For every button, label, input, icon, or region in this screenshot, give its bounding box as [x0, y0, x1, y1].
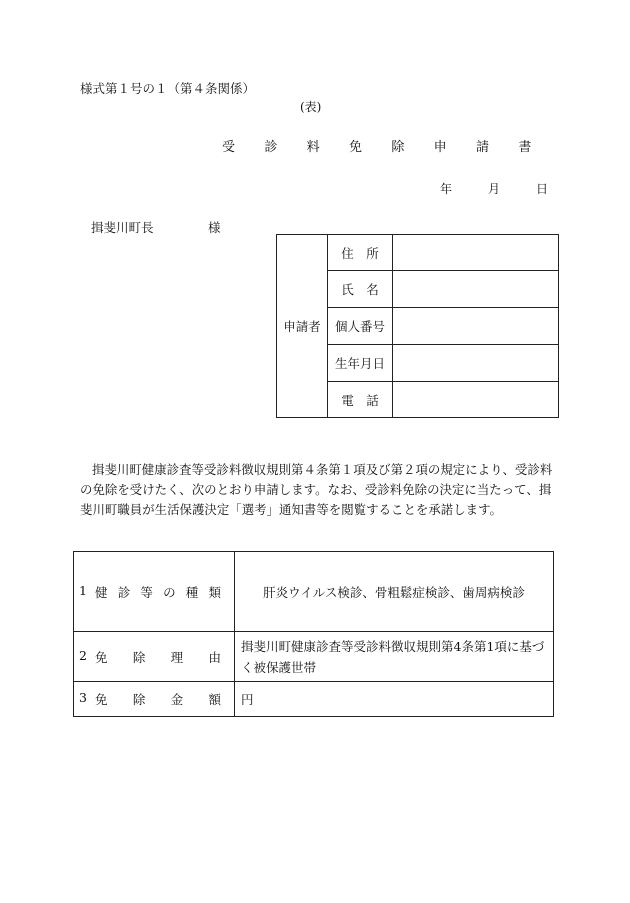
name-label: 氏 名: [328, 271, 393, 308]
date-line: [440, 180, 548, 197]
document-title: 受 診 料 免 除 申 請 書: [222, 140, 544, 155]
item-label: 健 診 等 の 種 類: [95, 584, 221, 600]
item-label: 免 除 金 額: [95, 692, 221, 707]
name-field[interactable]: [393, 271, 559, 308]
item-number: 2: [79, 647, 87, 663]
address-label: 住 所: [328, 235, 393, 271]
form-number: 様式第１号の１（第４条関係）: [80, 81, 256, 96]
date-month: 月: [488, 182, 501, 196]
statement-text: 揖斐川町健康診査等受診料徴収規則第４条第１項及び第２項の規定により、受診料の免除を受けたく、次のとおり申請します。なお、受診料免除の決定に当たって、揖斐川町職員が生活保護決定「選考」通知書等を閲覧することを承諾します。: [80, 462, 553, 517]
address-field[interactable]: [393, 235, 559, 271]
item-number: 3: [79, 690, 87, 705]
item-label: 免 除 理 由: [95, 649, 221, 665]
personal-number-field[interactable]: [393, 308, 559, 345]
date-year: 年: [440, 182, 453, 196]
applicant-row-address: [277, 235, 559, 271]
side-label: (表): [300, 100, 322, 114]
item-row-type: [74, 552, 554, 632]
birthdate-field[interactable]: [393, 345, 559, 382]
addressee-honorific: 様: [208, 220, 221, 235]
phone-field[interactable]: [393, 382, 559, 418]
items-table: [73, 551, 554, 717]
checkup-type-field[interactable]: 肝炎ウイルス検診、骨粗鬆症検診、歯周病検診: [235, 552, 554, 632]
item-label-cell: [74, 552, 235, 632]
applicant-table: [276, 234, 559, 418]
item-row-reason: [74, 632, 554, 682]
personal-number-label: 個人番号: [328, 308, 393, 345]
date-day: 日: [536, 182, 549, 196]
exemption-reason-field[interactable]: 揖斐川町健康診査等受診料徴収規則第4条第1項に基づく被保護世帯: [235, 632, 554, 682]
applicant-header: 申請者: [277, 235, 328, 418]
addressee-name: 揖斐川町長: [91, 220, 154, 235]
item-label-cell: [74, 632, 235, 682]
addressee: [91, 218, 221, 236]
phone-label: 電 話: [328, 382, 393, 418]
item-number: 1: [79, 582, 87, 598]
item-row-amount: [74, 682, 554, 717]
exemption-amount-field[interactable]: 円: [235, 682, 554, 717]
item-label-cell: [74, 682, 235, 717]
birthdate-label: 生年月日: [328, 345, 393, 382]
